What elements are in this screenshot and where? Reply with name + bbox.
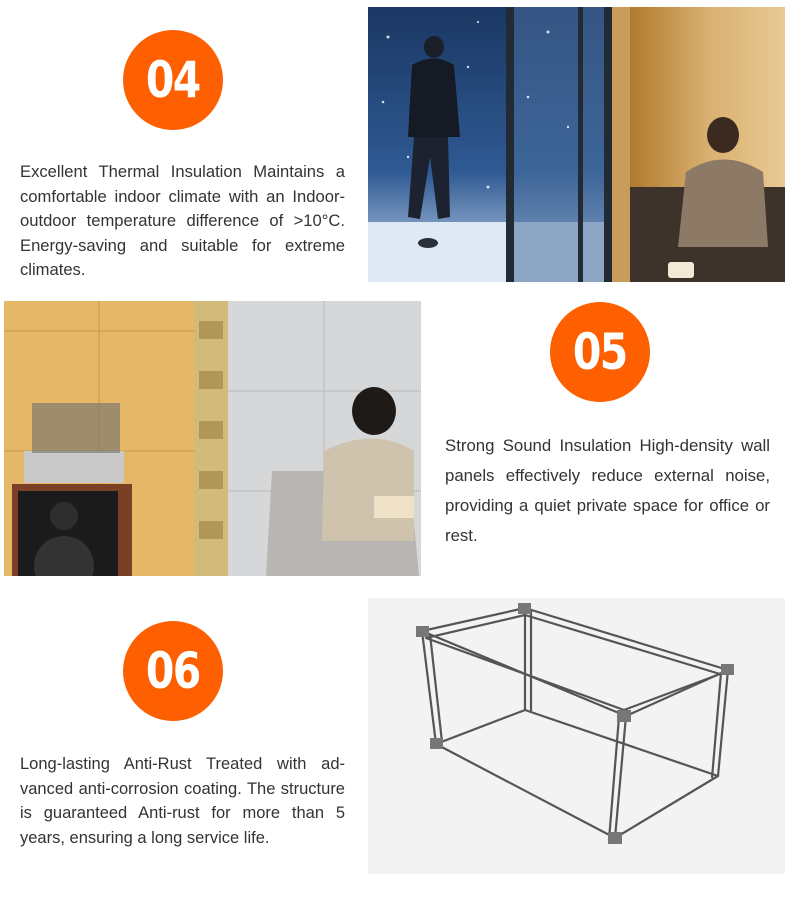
badge-06 [123, 621, 223, 721]
badge-number: 05 [573, 323, 627, 381]
steel-frame-drawing [368, 598, 785, 874]
feature-description: Excellent Thermal Insulation Maintains a comfortable indoor climate with an Indoor-outdoor temperature difference of >10°C. Energy-saving and suitable for extreme climates. [20, 162, 345, 279]
feature-description: Strong Sound Insulation High-density wall panels effectively reduce external noise, providing a quiet private space for office or rest. [445, 436, 770, 545]
badge-number: 06 [146, 642, 200, 700]
badge-04 [123, 30, 223, 130]
feature-description: Long-lasting Anti-Rust Treated with advanced anti-corrosion coating. The structure is guaranteed Anti-rust for more than 5 years, ensuring a long service life. [20, 755, 345, 847]
badge-number: 04 [146, 51, 200, 109]
badge-05 [550, 302, 650, 402]
sound-insulation-photo [4, 301, 421, 576]
thermal-insulation-photo [368, 7, 785, 282]
